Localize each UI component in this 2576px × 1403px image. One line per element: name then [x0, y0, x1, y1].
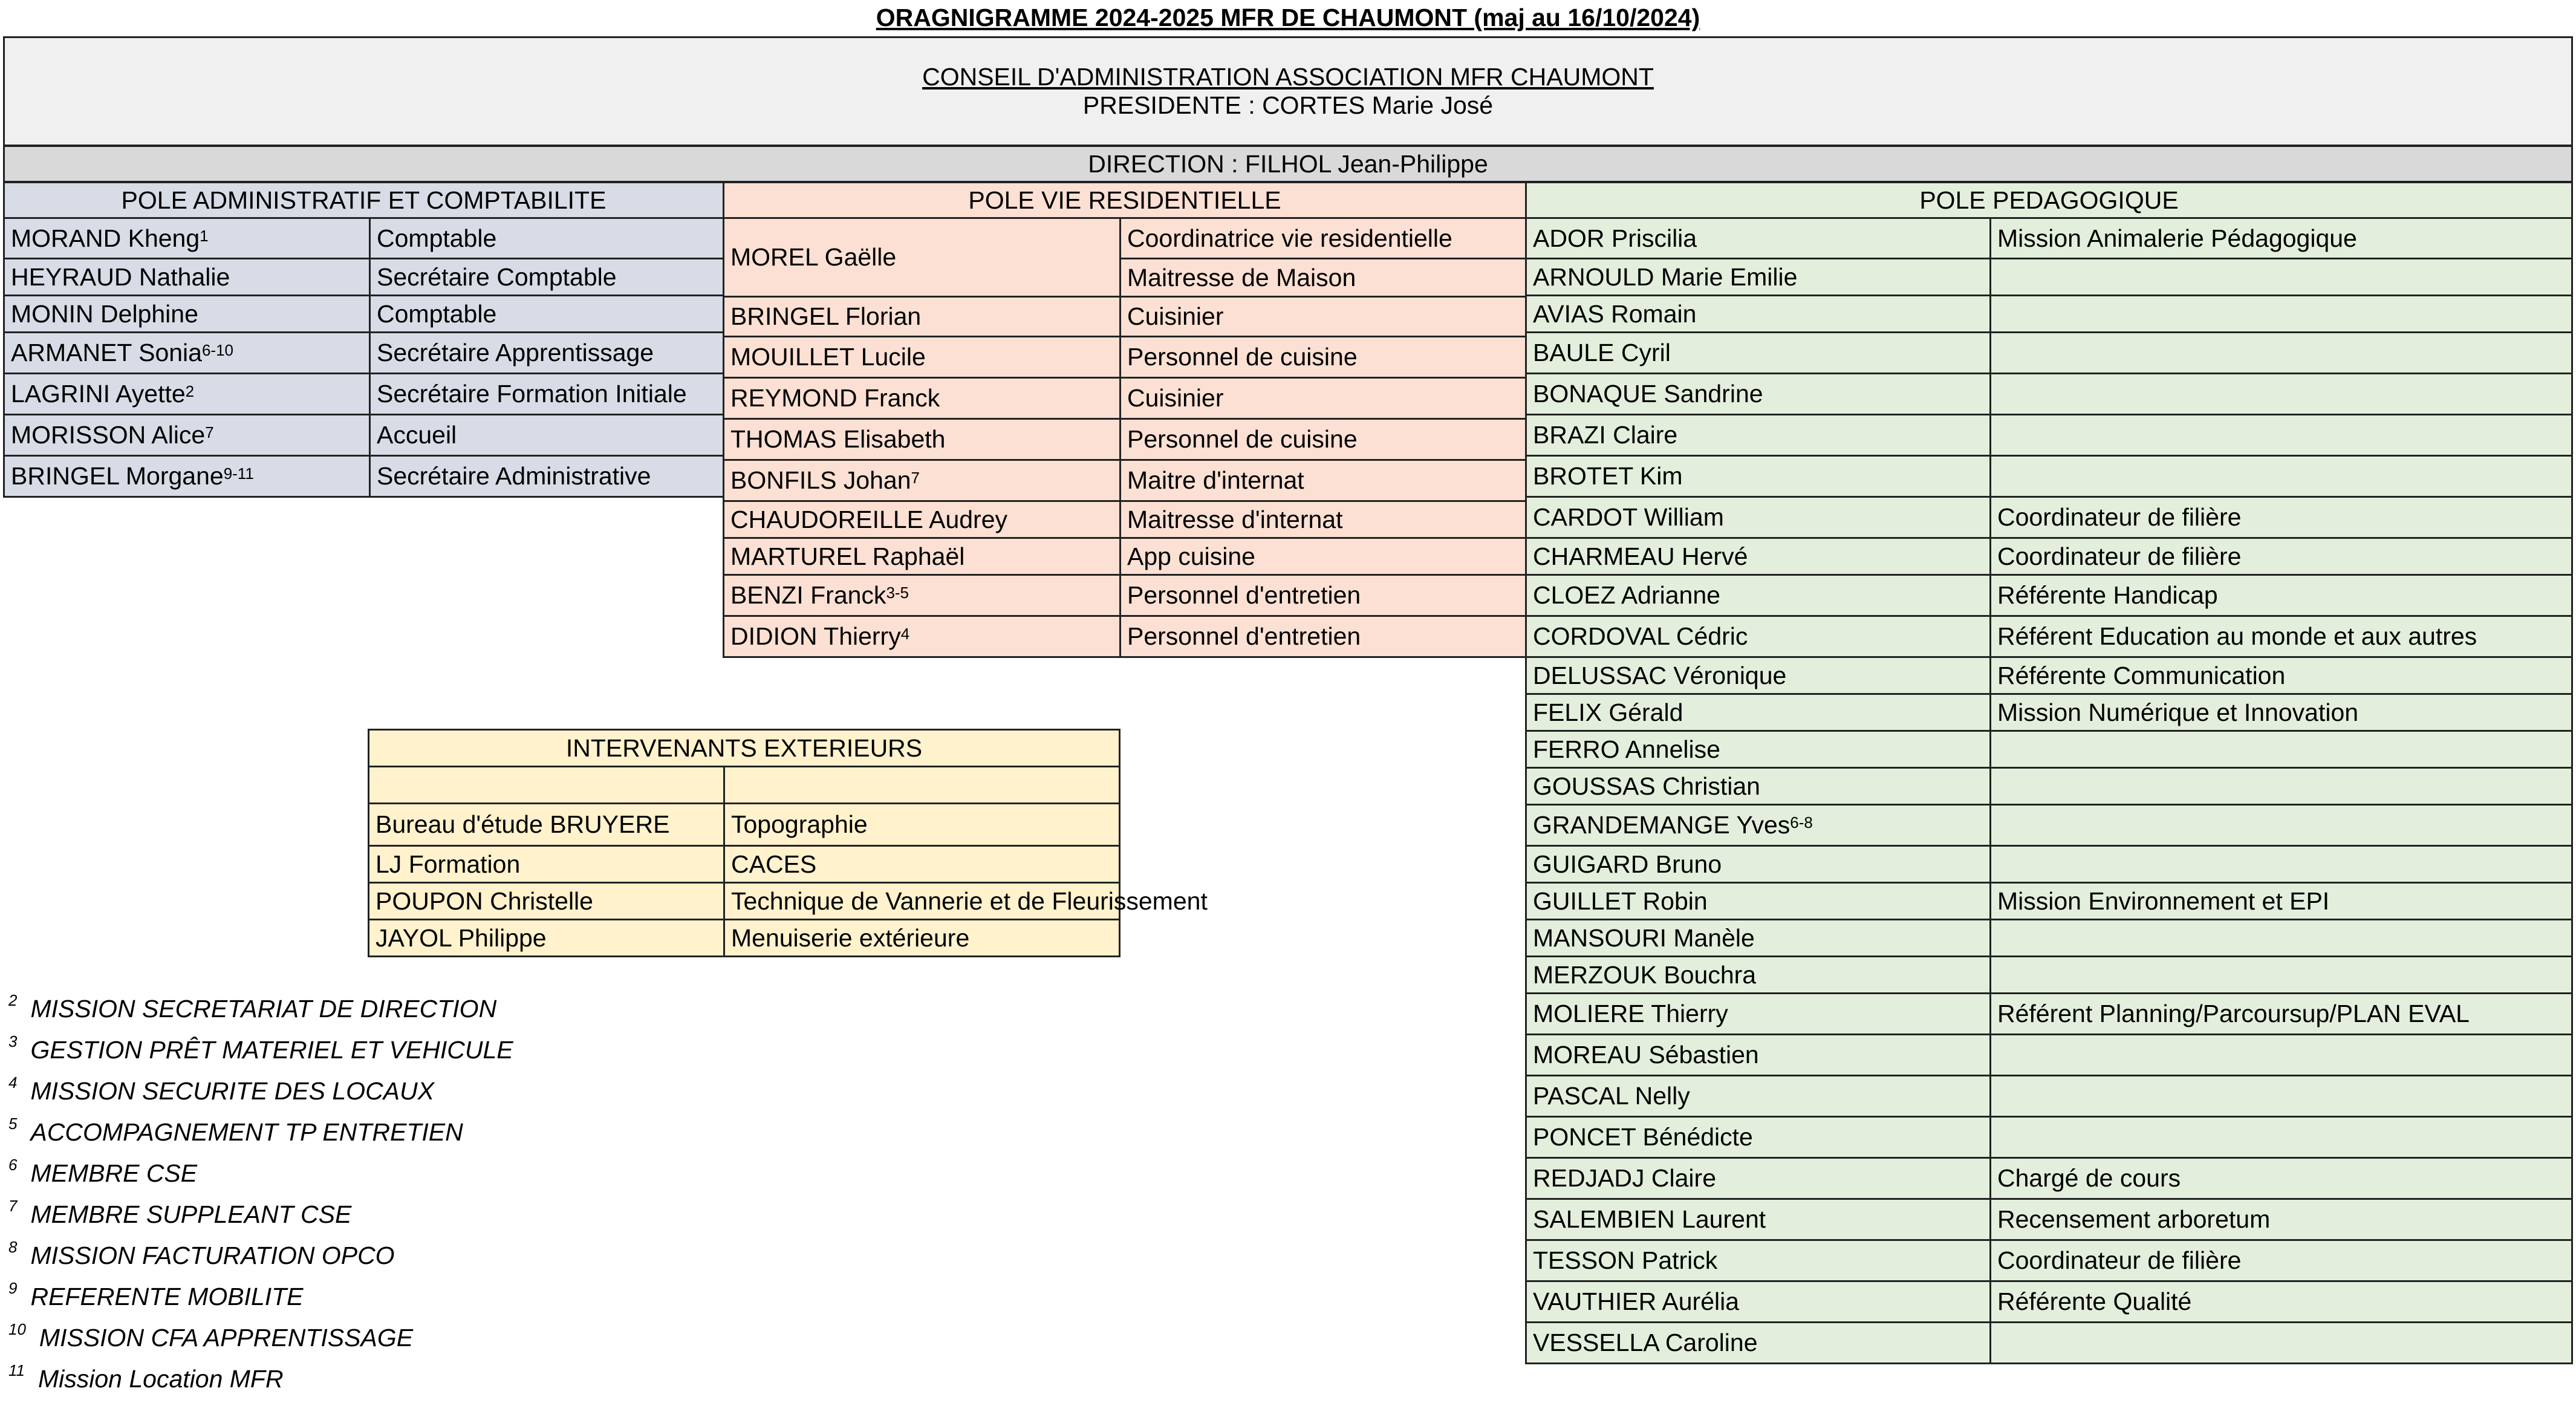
- ped-name-cell: [1525, 1239, 1991, 1282]
- ext-name-cell: [368, 919, 725, 957]
- footnote: [8, 1238, 395, 1270]
- ped-role-cell: [1989, 919, 2573, 957]
- vie-name-cell: [723, 500, 1121, 539]
- ped-name-cell: [1525, 217, 1991, 259]
- footnote-number: 3: [8, 1032, 18, 1050]
- ext-role: Menuiserie extérieure: [731, 923, 970, 952]
- footnote-number: 6: [8, 1156, 18, 1174]
- footnote-number: 7: [8, 1197, 18, 1215]
- ped-name-cell: [1525, 331, 1991, 374]
- footnote: [8, 1115, 463, 1147]
- ped-name: CORDOVAL Cédric: [1533, 622, 1748, 650]
- footnote-number: 8: [8, 1238, 18, 1256]
- admin-name-cell: [3, 373, 371, 415]
- ped-name: BROTET Kim: [1533, 462, 1683, 490]
- ped-role-cell: [1989, 295, 2573, 333]
- vie-role-cell: [1119, 217, 1527, 259]
- vie-name-cell: [723, 296, 1121, 337]
- ped-name: FERRO Annelise: [1533, 735, 1720, 763]
- footnote-number: 10: [8, 1320, 26, 1338]
- vie-role-cell: [1119, 336, 1527, 379]
- footnote-text: MEMBRE CSE: [30, 1159, 198, 1187]
- ped-name: BAULE Cyril: [1533, 339, 1671, 366]
- ped-name: GOUSSAS Christian: [1533, 772, 1760, 800]
- vie-name-cell: [723, 336, 1121, 379]
- ped-name: ADOR Priscilia: [1533, 224, 1697, 252]
- ped-name: REDJADJ Claire: [1533, 1164, 1716, 1192]
- ped-role: Coordinateur de filière: [1997, 1246, 2242, 1274]
- admin-name: MONIN Delphine: [11, 299, 198, 328]
- ped-name: BONAQUE Sandrine: [1533, 380, 1763, 408]
- ext-name-cell: [368, 802, 725, 847]
- admin-name-cell: [3, 217, 371, 259]
- vie-name-cell: [723, 459, 1121, 502]
- admin-name-cell: [3, 455, 371, 498]
- ped-role-cell: [1989, 1321, 2573, 1364]
- vie-name-cell: [723, 377, 1121, 420]
- footnote-number: 4: [8, 1073, 18, 1092]
- vie-role: Maitresse de Maison: [1127, 263, 1356, 291]
- ped-role: Mission Numérique et Innovation: [1997, 698, 2359, 726]
- ped-role: Référente Communication: [1997, 661, 2286, 689]
- footnote-text: ACCOMPAGNEMENT TP ENTRETIEN: [30, 1118, 463, 1146]
- ped-role-cell: [1989, 730, 2573, 769]
- ext-name: LJ Formation: [376, 850, 521, 878]
- footnote: [8, 1361, 284, 1393]
- council-president: PRESIDENTE : CORTES Marie José: [1082, 91, 1494, 119]
- admin-role: Secrétaire Formation Initiale: [377, 380, 687, 408]
- footnote-ref: 3-5: [886, 584, 909, 602]
- ped-role-cell: [1989, 373, 2573, 415]
- admin-name: ARMANET Sonia: [11, 339, 202, 366]
- ped-role: Référent Planning/Parcoursup/PLAN EVAL: [1997, 1000, 2470, 1027]
- admin-name: MORISSON Alice: [11, 421, 206, 449]
- vie-name: BRINGEL Florian: [730, 302, 922, 330]
- ext-name-cell: [368, 882, 725, 920]
- ext-name-cell: [368, 845, 725, 884]
- ext-name: POUPON Christelle: [376, 887, 593, 915]
- ped-name-cell: [1525, 656, 1991, 695]
- admin-role-cell: [369, 258, 724, 296]
- ped-role: Chargé de cours: [1997, 1164, 2181, 1192]
- admin-role: Accueil: [377, 421, 457, 449]
- ped-name-cell: [1525, 955, 1991, 994]
- footnote-ref: 9-11: [223, 464, 254, 483]
- admin-name-cell: [3, 331, 371, 374]
- admin-role-cell: [369, 295, 724, 333]
- vie-name: REYMOND Franck: [730, 384, 940, 412]
- footnote: [8, 1032, 513, 1064]
- admin-role: Comptable: [377, 299, 497, 328]
- council-box: [3, 36, 2573, 146]
- ped-role: Recensement arboretum: [1997, 1205, 2271, 1233]
- admin-name-cell: [3, 295, 371, 333]
- ped-role-cell: [1989, 767, 2573, 806]
- ped-header-label: POLE PEDAGOGIQUE: [1919, 186, 2179, 214]
- ped-name: AVIAS Romain: [1533, 299, 1697, 328]
- direction-bar: [3, 145, 2573, 183]
- vie-name-cell: [723, 217, 1121, 298]
- ped-role-cell: [1989, 1157, 2573, 1200]
- footnote-text: MISSION CFA APPRENTISSAGE: [39, 1324, 414, 1352]
- ext-name: Bureau d'étude BRUYERE: [376, 810, 670, 838]
- ped-name: PONCET Bénédicte: [1533, 1123, 1753, 1151]
- ped-name-cell: [1525, 882, 1991, 920]
- vie-role-cell: [1119, 377, 1527, 420]
- ped-name: MOLIERE Thierry: [1533, 1000, 1728, 1027]
- ped-header: [1525, 181, 2573, 219]
- vie-role: Personnel de cuisine: [1127, 343, 1358, 371]
- vie-name-cell: [723, 537, 1121, 576]
- ext-header: [368, 729, 1120, 767]
- footnote-text: MISSION FACTURATION OPCO: [30, 1242, 395, 1269]
- admin-name-cell: [3, 258, 371, 296]
- admin-role: Secrétaire Administrative: [377, 462, 651, 490]
- ped-name: VAUTHIER Aurélia: [1533, 1287, 1740, 1315]
- ped-role: Référente Qualité: [1997, 1287, 2192, 1315]
- footnote: [8, 1197, 352, 1229]
- footnote-text: MISSION SECURITE DES LOCAUX: [30, 1077, 434, 1105]
- vie-name: MARTUREL Raphaël: [730, 542, 965, 570]
- ped-role-cell: [1989, 615, 2573, 658]
- footnote-number: 2: [8, 991, 18, 1009]
- vie-name: CHAUDOREILLE Audrey: [730, 505, 1008, 533]
- ped-name: CLOEZ Adrianne: [1533, 581, 1720, 609]
- ext-header-label: INTERVENANTS EXTERIEURS: [565, 734, 923, 762]
- ped-role: Référent Education au monde et aux autres: [1997, 622, 2477, 650]
- footnote-ref: 7: [911, 469, 920, 487]
- vie-role-cell: [1119, 418, 1527, 461]
- ext-role: Topographie: [731, 810, 868, 838]
- page-title: ORAGNIGRAMME 2024-2025 MFR DE CHAUMONT (maj au 16/10/2024): [876, 4, 1700, 31]
- ped-role-cell: [1989, 1198, 2573, 1241]
- ped-role-cell: [1989, 656, 2573, 695]
- vie-role: Coordinatrice vie residentielle: [1127, 224, 1452, 252]
- admin-name: LAGRINI Ayette: [11, 380, 186, 408]
- admin-header: [3, 181, 724, 219]
- ped-name-cell: [1525, 1034, 1991, 1076]
- ped-role-cell: [1989, 804, 2573, 847]
- admin-role: Secrétaire Comptable: [377, 262, 617, 291]
- ped-name-cell: [1525, 1280, 1991, 1323]
- ped-name-cell: [1525, 730, 1991, 769]
- ped-role-cell: [1989, 955, 2573, 994]
- vie-name-cell: [723, 574, 1121, 617]
- ped-name-cell: [1525, 496, 1991, 539]
- admin-role: Comptable: [377, 224, 497, 252]
- ped-name-cell: [1525, 804, 1991, 847]
- ped-name: BRAZI Claire: [1533, 421, 1678, 449]
- footnote-ref: 1: [200, 226, 209, 245]
- admin-role-cell: [369, 373, 724, 415]
- ext-role-cell: [723, 919, 1120, 957]
- vie-role-cell: [1119, 574, 1527, 617]
- vie-name-cell: [723, 418, 1121, 461]
- ped-role-cell: [1989, 414, 2573, 457]
- vie-role-cell: [1119, 537, 1527, 576]
- vie-name: DIDION Thierry: [730, 622, 901, 650]
- ped-role-cell: [1989, 882, 2573, 920]
- ped-name: MANSOURI Manèle: [1533, 923, 1755, 952]
- footnote-ref: 4: [900, 625, 910, 643]
- ped-name-cell: [1525, 767, 1991, 806]
- vie-role: Personnel d'entretien: [1127, 581, 1361, 609]
- ped-name-cell: [1525, 1075, 1991, 1118]
- footnote-text: GESTION PRÊT MATERIEL ET VEHICULE: [30, 1036, 513, 1064]
- ped-role-cell: [1989, 1280, 2573, 1323]
- ped-name: MOREAU Sébastien: [1533, 1041, 1759, 1069]
- ext-role: CACES: [731, 850, 817, 878]
- footnote-text: MEMBRE SUPPLEANT CSE: [30, 1200, 352, 1228]
- ped-role-cell: [1989, 1116, 2573, 1159]
- footnote-number: 9: [8, 1279, 18, 1297]
- footnote-number: 5: [8, 1115, 18, 1133]
- ped-name-cell: [1525, 373, 1991, 415]
- ped-name: DELUSSAC Véronique: [1533, 661, 1787, 689]
- vie-role-cell: [1119, 615, 1527, 658]
- ped-name-cell: [1525, 919, 1991, 957]
- ext-empty-cell: [723, 766, 1120, 804]
- ped-role: Mission Environnement et EPI: [1997, 887, 2330, 915]
- vie-role: Maitresse d'internat: [1127, 505, 1343, 533]
- ped-name-cell: [1525, 1116, 1991, 1159]
- vie-header-label: POLE VIE RESIDENTIELLE: [968, 186, 1281, 214]
- ped-role-cell: [1989, 1239, 2573, 1282]
- vie-role-cell: [1119, 459, 1527, 502]
- footnote: [8, 1320, 414, 1352]
- ped-role: Mission Animalerie Pédagogique: [1997, 224, 2357, 252]
- ped-name: PASCAL Nelly: [1533, 1082, 1690, 1110]
- ped-role-cell: [1989, 217, 2573, 259]
- ped-name: TESSON Patrick: [1533, 1246, 1718, 1274]
- admin-name: MORAND Kheng: [11, 224, 200, 252]
- vie-role: App cuisine: [1127, 542, 1255, 570]
- footnote-text: REFERENTE MOBILITE: [30, 1283, 304, 1310]
- ped-name-cell: [1525, 414, 1991, 457]
- ped-name: GUIGARD Bruno: [1533, 850, 1722, 878]
- footnote-text: Mission Location MFR: [38, 1365, 284, 1393]
- ext-name: JAYOL Philippe: [376, 923, 547, 952]
- vie-name: MOREL Gaëlle: [730, 243, 897, 271]
- ped-role: Coordinateur de filière: [1997, 503, 2242, 531]
- ped-role-cell: [1989, 496, 2573, 539]
- ped-name-cell: [1525, 693, 1991, 732]
- ped-role-cell: [1989, 1075, 2573, 1118]
- admin-name: BRINGEL Morgane: [11, 462, 224, 490]
- ped-name-cell: [1525, 1157, 1991, 1200]
- vie-role: Personnel d'entretien: [1127, 622, 1361, 650]
- ext-role-cell: [723, 845, 1120, 884]
- ped-name: CARDOT William: [1533, 503, 1724, 531]
- vie-name-cell: [723, 615, 1121, 658]
- admin-role: Secrétaire Apprentissage: [377, 339, 654, 366]
- ped-role: Coordinateur de filière: [1997, 542, 2242, 570]
- ext-role-cell: [723, 802, 1120, 847]
- ped-name: GRANDEMANGE Yves: [1533, 811, 1791, 839]
- ped-role-cell: [1989, 574, 2573, 617]
- ped-role: Référente Handicap: [1997, 581, 2218, 609]
- admin-role-cell: [369, 217, 724, 259]
- vie-name: BONFILS Johan: [730, 466, 911, 494]
- vie-role-cell: [1119, 500, 1527, 539]
- ped-name-cell: [1525, 455, 1991, 498]
- ped-name-cell: [1525, 615, 1991, 658]
- vie-name: BENZI Franck: [730, 581, 886, 609]
- vie-name: MOUILLET Lucile: [730, 343, 926, 371]
- ped-role-cell: [1989, 258, 2573, 296]
- footnote-ref: 6-8: [1790, 813, 1813, 832]
- vie-role: Cuisinier: [1127, 302, 1224, 330]
- ped-name-cell: [1525, 845, 1991, 884]
- admin-name: HEYRAUD Nathalie: [11, 262, 230, 291]
- vie-header: [723, 181, 1527, 219]
- ped-role-cell: [1989, 845, 2573, 884]
- admin-role-cell: [369, 455, 724, 498]
- ped-name-cell: [1525, 992, 1991, 1035]
- ped-role-cell: [1989, 992, 2573, 1035]
- ext-empty-cell: [368, 766, 725, 804]
- footnote-ref: 6-10: [201, 341, 234, 359]
- admin-header-label: POLE ADMINISTRATIF ET COMPTABILITE: [121, 186, 607, 214]
- vie-role-cell: [1119, 258, 1527, 298]
- council-title: CONSEIL D'ADMINISTRATION ASSOCIATION MFR CHAUMONT: [922, 63, 1654, 91]
- ped-role-cell: [1989, 693, 2573, 732]
- ped-name: VESSELLA Caroline: [1533, 1329, 1758, 1356]
- ped-name-cell: [1525, 574, 1991, 617]
- ped-name: ARNOULD Marie Emilie: [1533, 262, 1798, 291]
- footnote-number: 11: [8, 1361, 25, 1379]
- footnote: [8, 1073, 434, 1105]
- ped-name: FELIX Gérald: [1533, 698, 1683, 726]
- vie-name: THOMAS Elisabeth: [730, 425, 946, 453]
- ped-role-cell: [1989, 331, 2573, 374]
- admin-name-cell: [3, 414, 371, 457]
- footnote-text: MISSION SECRETARIAT DE DIRECTION: [30, 995, 497, 1023]
- ped-name: MERZOUK Bouchra: [1533, 960, 1757, 989]
- vie-role: Personnel de cuisine: [1127, 425, 1358, 453]
- footnote: [8, 1156, 198, 1188]
- ped-name: SALEMBIEN Laurent: [1533, 1205, 1766, 1233]
- ped-role-cell: [1989, 537, 2573, 576]
- ext-role-cell: [723, 882, 1208, 920]
- admin-role-cell: [369, 331, 724, 374]
- ped-role-cell: [1989, 455, 2573, 498]
- vie-role-cell: [1119, 296, 1527, 337]
- ped-name: GUILLET Robin: [1533, 887, 1708, 915]
- ped-name-cell: [1525, 1198, 1991, 1241]
- footnote: [8, 1279, 304, 1311]
- vie-role: Maitre d'internat: [1127, 466, 1304, 494]
- ext-role: Technique de Vannerie et de Fleurissement: [731, 887, 1208, 915]
- admin-role-cell: [369, 414, 724, 457]
- ped-name-cell: [1525, 295, 1991, 333]
- footnote-ref: 7: [205, 423, 214, 441]
- ped-name: CHARMEAU Hervé: [1533, 542, 1748, 570]
- vie-role: Cuisinier: [1127, 384, 1224, 412]
- footnote: [8, 991, 497, 1023]
- ped-name-cell: [1525, 258, 1991, 296]
- footnote-ref: 2: [185, 382, 195, 400]
- ped-name-cell: [1525, 537, 1991, 576]
- direction-label: DIRECTION : FILHOL Jean-Philippe: [1088, 149, 1488, 178]
- ped-name-cell: [1525, 1321, 1991, 1364]
- ped-role-cell: [1989, 1034, 2573, 1076]
